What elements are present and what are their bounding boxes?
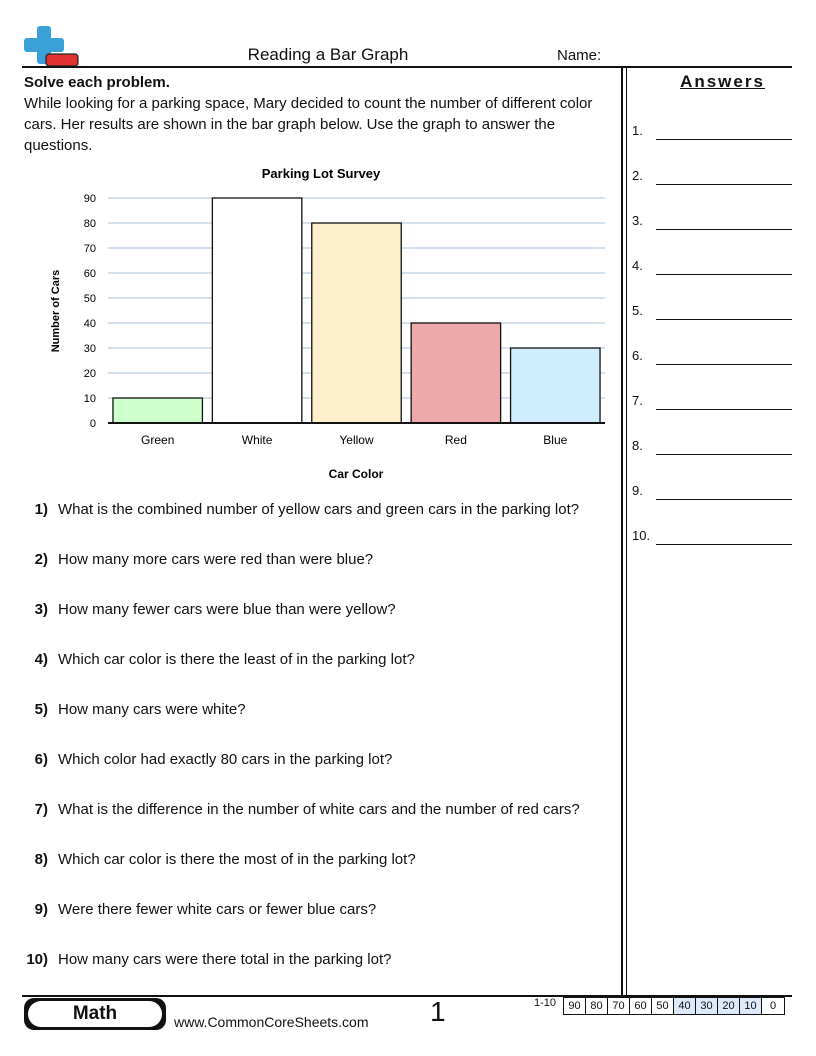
website-label: www.CommonCoreSheets.com [174,1014,369,1030]
score-cell: 90 [564,998,586,1014]
chart-x-tick-label: Yellow [339,433,374,447]
score-cell: 10 [740,998,762,1014]
answer-row [632,345,792,365]
question-number: 10) [26,951,48,968]
answer-row [632,210,792,230]
subject-label: Math [28,1001,162,1027]
answer-row [632,435,792,455]
chart-x-tick-label: Green [141,433,175,447]
answer-blank-line[interactable] [656,364,792,365]
question-text: Which car color is there the least of in the parking lot? [58,651,415,668]
question-item [22,851,622,868]
answer-blank-line[interactable] [656,499,792,500]
chart-x-tick-label: White [241,433,273,447]
chart-x-tick-label: Blue [543,433,568,447]
chart-bar-green [113,398,202,423]
score-cell: 80 [586,998,608,1014]
answer-number: 8. [632,438,643,453]
chart-y-tick-label: 80 [83,218,96,230]
answer-blank-line[interactable] [656,544,792,545]
score-strip [563,997,785,1015]
answer-blank-line[interactable] [656,229,792,230]
question-item [22,701,622,718]
chart-bar-blue [511,348,600,423]
answer-row [632,165,792,185]
instructions [24,72,616,156]
score-cell: 40 [674,998,696,1014]
score-cell: 20 [718,998,740,1014]
question-number: 1) [34,501,48,518]
question-text: Which car color is there the most of in the parking lot? [58,851,416,868]
answer-row [632,390,792,410]
chart-y-tick-label: 0 [89,418,96,430]
answer-row [632,480,792,500]
chart-y-tick-label: 50 [83,293,96,305]
chart-y-tick-label: 40 [83,318,96,330]
bar-chart [40,160,620,490]
score-cell: 70 [608,998,630,1014]
score-cell: 60 [630,998,652,1014]
score-cell: 30 [696,998,718,1014]
header-rule [22,66,792,68]
question-number: 6) [34,751,48,768]
question-number: 8) [34,851,48,868]
chart-bar-white [212,198,301,423]
answers-title: Answers [680,72,765,91]
question-item [22,901,622,918]
score-range-label: 1-10 [534,997,557,1009]
answer-blank-line[interactable] [656,274,792,275]
question-text: What is the difference in the number of white cars and the number of red cars? [58,801,580,818]
chart-y-tick-label: 70 [83,243,96,255]
instructions-body: While looking for a parking space, Mary decided to count the number of different color cars. Her results are shown in the bar graph below. Use the graph to answer the questions. [24,95,593,154]
answer-number: 3. [632,213,643,228]
answer-number: 1. [632,123,643,138]
answer-number: 9. [632,483,643,498]
question-item [22,801,622,818]
answer-blank-line[interactable] [656,409,792,410]
score-cell: 50 [652,998,674,1014]
question-item [22,551,622,568]
chart-y-axis-label: Number of Cars [50,269,62,353]
question-number: 5) [34,701,48,718]
page-number: 1 [430,996,446,1027]
answer-blank-line[interactable] [656,184,792,185]
answer-row [632,255,792,275]
question-item [22,501,622,518]
question-text: How many more cars were red than were blue? [58,551,374,568]
question-item [22,951,622,968]
question-item [22,751,622,768]
column-divider-inner [626,68,627,996]
question-text: Were there fewer white cars or fewer blue cars? [58,901,377,918]
answer-blank-line[interactable] [656,319,792,320]
chart-bar-yellow [312,223,401,423]
answer-number: 6. [632,348,643,363]
answer-number: 7. [632,393,643,408]
question-item [22,601,622,618]
chart-bar-red [411,323,500,423]
question-item [22,651,622,668]
answer-number: 5. [632,303,643,318]
page-title: Reading a Bar Graph [247,45,409,64]
question-number: 3) [34,601,48,618]
answer-row [632,525,792,545]
question-text: How many fewer cars were blue than were yellow? [58,601,396,618]
question-text: How many cars were white? [58,701,246,718]
question-text: Which color had exactly 80 cars in the parking lot? [58,751,393,768]
chart-y-tick-label: 20 [83,368,96,380]
question-text: How many cars were there total in the parking lot? [58,951,392,968]
chart-y-tick-label: 60 [83,268,96,280]
chart-x-tick-label: Red [444,433,467,447]
instructions-heading: Solve each problem. [24,74,170,91]
question-number: 2) [34,551,48,568]
answer-row [632,120,792,140]
chart-y-tick-label: 90 [83,193,96,205]
answer-number: 4. [632,258,643,273]
name-label: Name: [557,47,602,64]
answer-row [632,300,792,320]
question-number: 4) [34,651,48,668]
answer-number: 10. [632,528,651,543]
chart-title: Parking Lot Survey [261,166,381,181]
chart-y-tick-label: 10 [83,393,96,405]
question-number: 9) [34,901,48,918]
score-cell: 0 [769,1000,777,1012]
question-number: 7) [34,801,48,818]
question-text: What is the combined number of yellow cars and green cars in the parking lot? [58,501,580,518]
chart-y-tick-label: 30 [83,343,96,355]
answer-blank-line[interactable] [656,139,792,140]
answer-number: 2. [632,168,643,183]
chart-x-axis-label: Car Color [328,467,384,481]
answer-blank-line[interactable] [656,454,792,455]
